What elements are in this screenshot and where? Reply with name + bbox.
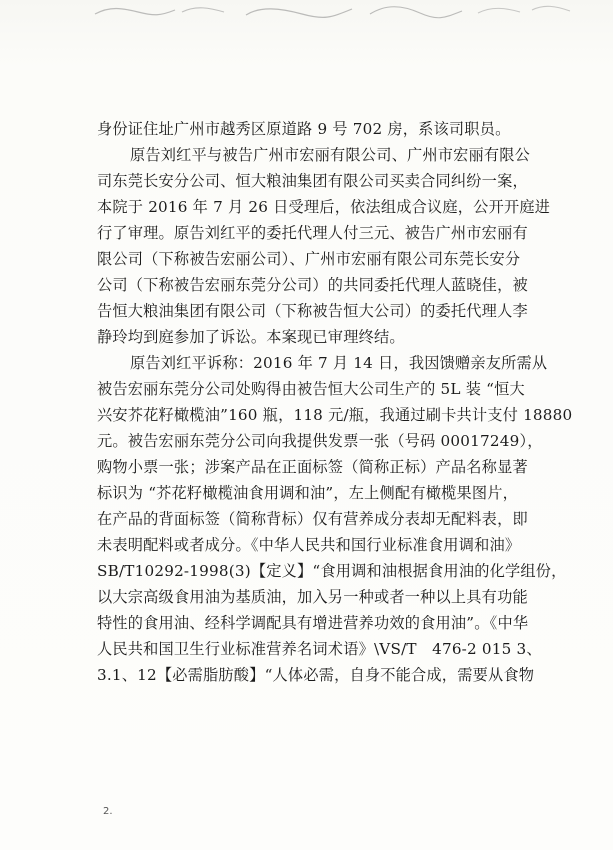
paragraph-identity xyxy=(97,116,559,142)
text-line: 限公司（下称被告宏丽公司）、广州市宏丽有限公司东莞长安分 xyxy=(97,250,521,268)
text-line: 人民共和国卫生行业标准营养名词术语》\VS/T 476-2 015 3、 xyxy=(97,640,542,658)
text-line: 被告宏丽东莞分公司处购得由被告恒大公司生产的 5L 装 “恒大 xyxy=(97,380,525,398)
text-line: 标识为 “芥花籽橄榄油食用调和油”，左上侧配有橄榄果图片， xyxy=(97,484,519,502)
text-line: 以大宗高级食用油为基质油，加入另一种或者一种以上具有功能 xyxy=(97,588,528,606)
text-line: 行了审理。原告刘红平的委托代理人付三元、被告广州市宏丽有 xyxy=(97,224,528,242)
text-line: 特性的食用油、经科学调配具有增进营养功效的食用油”。《中华 xyxy=(97,614,529,632)
handwritten-scribble xyxy=(0,0,613,40)
text-line: 原告刘红平诉称：2016 年 7 月 14 日，我因馈赠亲友所需从 xyxy=(130,354,548,372)
paragraph-plaintiff-claim xyxy=(97,350,573,688)
text-line: 告恒大粮油集团有限公司（下称被告恒大公司）的委托代理人李 xyxy=(97,302,528,320)
text-line: 兴安芥花籽橄榄油”160 瓶，118 元/瓶，我通过刷卡共计支付 18880 xyxy=(97,406,573,424)
text-line: 原告刘红平与被告广州市宏丽有限公司、广州市宏丽有限公 xyxy=(130,146,531,164)
text-line: 购物小票一张；涉案产品在正面标签（简称正标）产品名称显著 xyxy=(97,458,528,476)
text-line: 身份证住址广州市越秀区原道路 9 号 702 房，系该司职员。 xyxy=(97,120,511,138)
text-line: 未表明配料或者成分。《中华人民共和国行业标准食用调和油》 xyxy=(97,536,521,554)
text-line: 司东莞长安分公司、恒大粮油集团有限公司买卖合同纠纷一案， xyxy=(97,172,528,190)
text-line: 静玲均到庭参加了诉讼。本案现已审理终结。 xyxy=(97,328,405,346)
text-line: SB/T10292-1998(3)【定义】“食用调和油根据食用油的化学组份， xyxy=(97,562,567,580)
text-line: 元。被告宏丽东莞分公司向我提供发票一张（号码 00017249）， xyxy=(97,432,543,450)
text-line: 公司（下称被告宏丽东莞分公司）的共同委托代理人蓝晓佳，被 xyxy=(97,276,528,294)
paragraph-case-intro xyxy=(97,142,559,350)
text-line: 本院于 2016 年 7 月 26 日受理后，依法组成合议庭，公开开庭进 xyxy=(97,198,551,216)
text-line: 在产品的背面标签（简称背标）仅有营养成分表却无配料表，即 xyxy=(97,510,528,528)
text-line: 3.1、12【必需脂肪酸】“人体必需，自身不能合成，需要从食物 xyxy=(97,666,535,684)
page-number: 2. xyxy=(103,806,113,817)
document-body xyxy=(97,116,573,688)
